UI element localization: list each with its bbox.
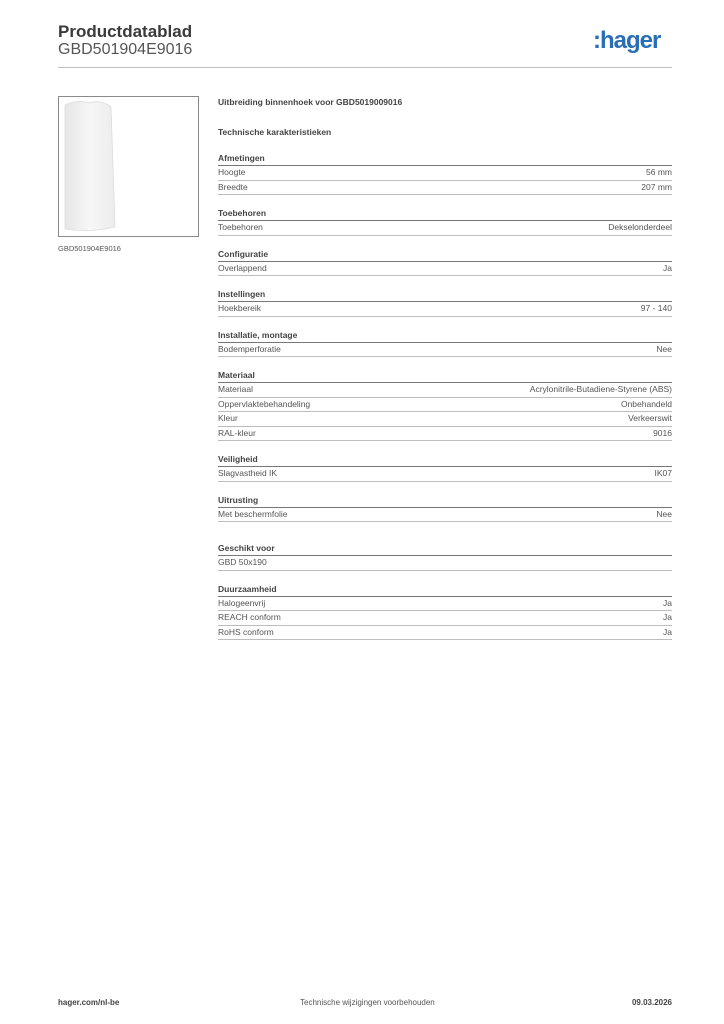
spec-label: REACH conform [218,612,281,622]
spec-section [218,152,672,195]
spec-section-heading: Installatie, montage [218,329,672,343]
spec-row [218,302,672,317]
product-image [58,96,199,237]
spec-content [218,96,672,640]
spec-section-heading: Uitrusting [218,494,672,508]
spec-label: Halogeenvrij [218,597,266,608]
spec-value: Nee [656,343,672,354]
spec-value: Ja [663,612,672,622]
spec-row [218,412,672,427]
footer-date: 09.03.2026 [631,998,672,1007]
spec-value: Acrylonitrile-Butadiene-Styrene (ABS) [529,384,672,394]
product-code: GBD501904E9016 [58,41,193,58]
spec-label: Bodemperforatie [218,343,281,354]
logo-text: :hager [593,28,661,54]
product-photo-icon [59,97,198,236]
spec-label: Materiaal [218,384,253,394]
spec-label: Met beschermfolie [218,508,288,519]
spec-sections [218,152,672,640]
spec-section-heading: Veiligheid [218,453,672,467]
spec-row [218,221,672,236]
spec-section-heading: Afmetingen [218,152,672,166]
spec-section-heading: Toebehoren [218,207,672,221]
spec-section [218,453,672,482]
spec-value: Dekselonderdeel [608,222,672,232]
spec-label: GBD 50x190 [218,557,267,567]
spec-section [218,248,672,277]
spec-label: Kleur [218,413,238,423]
header-divider [58,67,672,68]
spec-label: Hoekbereik [218,303,261,313]
spec-section-heading: Configuratie [218,248,672,262]
spec-row [218,508,672,523]
spec-value: Onbehandeld [620,398,672,409]
spec-value: Ja [663,597,672,608]
spec-section-heading: Materiaal [218,369,672,383]
spec-label: Breedte [218,181,248,192]
image-caption: GBD501904E9016 [58,244,121,253]
spec-label: Oppervlaktebehandeling [218,398,311,409]
spec-value: 97 - 140 [640,303,672,313]
spec-value: Verkeerswit [628,413,672,423]
spec-section [218,494,672,523]
spec-value: Ja [663,262,672,273]
spec-row [218,383,672,398]
spec-row [218,556,672,571]
spec-value: 207 mm [641,181,672,192]
footer-url[interactable]: hager.com/nl-be [58,998,120,1007]
spec-section-heading: Instellingen [218,288,672,302]
spec-value: Ja [663,626,672,637]
spec-label: Hoogte [218,167,246,177]
spec-section [218,329,672,358]
spec-label: Toebehoren [218,222,263,232]
page-title: Productdatablad [58,22,193,41]
spec-row [218,166,672,181]
spec-value: 56 mm [646,167,672,177]
spec-section [218,583,672,641]
spec-section-heading: Geschikt voor [218,542,672,556]
footer-notice: Technische wijzigingen voorbehouden [300,998,435,1007]
spec-row [218,262,672,277]
spec-row [218,181,672,196]
spec-label: RAL-kleur [218,427,256,438]
section-title: Technische karakteristieken [218,127,332,137]
spec-row [218,467,672,482]
spec-row [218,398,672,413]
spec-section [218,207,672,236]
spec-row [218,597,672,612]
spec-label: Overlappend [218,262,267,273]
spec-label: Slagvastheid IK [218,468,278,478]
spec-section [218,288,672,317]
spec-section [218,542,672,571]
spec-value: 9016 [653,427,672,438]
spec-row [218,343,672,358]
spec-value: IK07 [654,468,672,478]
spec-section-heading: Duurzaamheid [218,583,672,597]
product-title: Uitbreiding binnenhoek voor GBD5019009016 [218,97,403,107]
spec-label: RoHS conform [218,626,274,637]
spec-row [218,626,672,641]
spec-value: Nee [656,508,672,519]
spec-section [218,369,672,441]
spec-row [218,427,672,442]
hager-logo [593,28,675,54]
spec-row [218,611,672,626]
